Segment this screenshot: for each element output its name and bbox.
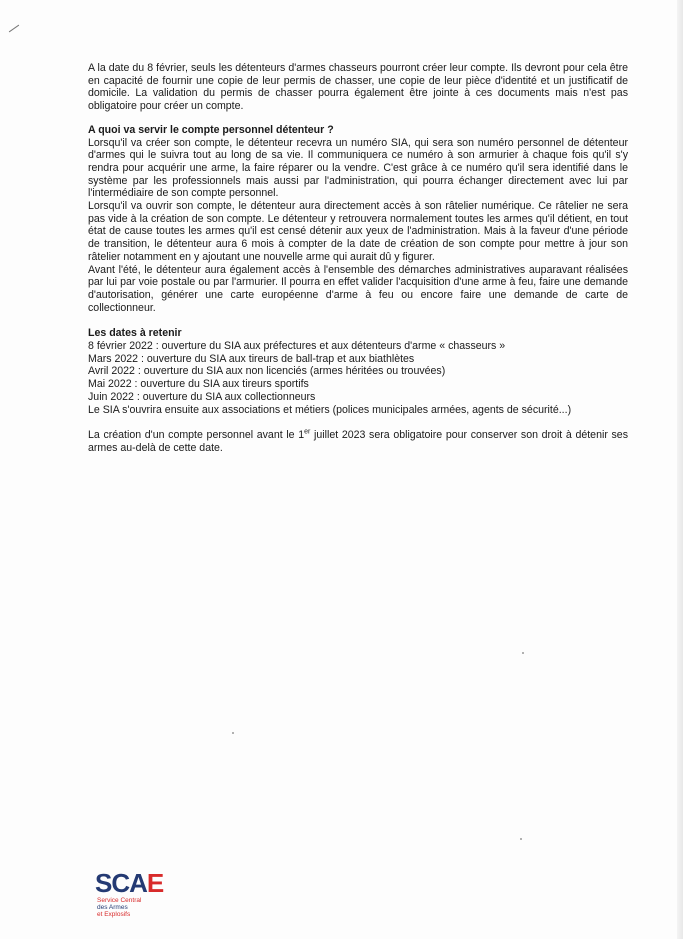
corner-mark bbox=[9, 25, 19, 33]
closing-text-end: juillet 2023 sera obligatoire pour conserver son droit à détenir ses armes au-delà de cette date. bbox=[88, 429, 628, 454]
scan-speck bbox=[232, 732, 234, 734]
section-dates bbox=[88, 327, 628, 416]
logo-subtitle bbox=[97, 897, 141, 918]
logo-line-3: et Explosifs bbox=[97, 911, 131, 918]
scan-speck bbox=[520, 838, 522, 840]
paragraph-demarches: Avant l'été, le détenteur aura également accès à l'ensemble des démarches administratives auparavant réalisées par lui par voie postale ou par l'armurier. Il pourra en effet valider l'acquisition d'une arme à feu, faire une demande d'autorisation, générer une carte européenne d'arme à feu ou encore faire une demande de carte de collectionneur. bbox=[88, 263, 628, 314]
date-item: Mai 2022 : ouverture du SIA aux tireurs sportifs bbox=[88, 378, 309, 391]
scan-edge-shadow bbox=[677, 0, 683, 939]
closing-superscript: er bbox=[304, 428, 311, 436]
logo-word-main: SCA bbox=[95, 868, 147, 898]
scae-logo bbox=[95, 870, 175, 920]
date-item: 8 février 2022 : ouverture du SIA aux préfectures et aux détenteurs d'arme « chasseurs » bbox=[88, 340, 506, 353]
paragraph-ratelier: Lorsqu'il va ouvrir son compte, le détenteur aura directement accès à son râtelier numérique. Ce râtelier ne sera pas vide à la création de son compte. Le détenteur y retrouvera normalement toutes les armes qu'il détient, en tout état de cause toutes les armes qu'il est censé détenir aux yeux de l'administration. Mais à la faveur d'une période de transition, le détenteur aura 6 mois à compter de la date de création de son compte pour mettre à jour son râtelier notamment en y ajoutant une nouvelle arme qui aurait dû y figurer. bbox=[88, 200, 628, 263]
logo-word-accent: E bbox=[146, 868, 164, 898]
date-item: Mars 2022 : ouverture du SIA aux tireurs de ball-trap et aux biathlètes bbox=[88, 352, 415, 365]
closing-paragraph bbox=[88, 429, 628, 454]
date-item: Juin 2022 : ouverture du SIA aux collectionneurs bbox=[88, 390, 316, 403]
date-item: Le SIA s'ouvrira ensuite aux associations et métiers (polices municipales armées, agents de sécurité...) bbox=[88, 403, 572, 416]
section-heading-compte: A quoi va servir le compte personnel détenteur ? bbox=[88, 123, 334, 136]
intro-paragraph: A la date du 8 février, seuls les détenteurs d'armes chasseurs pourront créer leur compte. Ils devront pour cela être en capacité de fournir une copie de leur permis de chasser, une copie de leur pièce d'identité et un justificatif de domicile. La validation du permis de chasser pourra également être jointe à ces documents mais n'est pas obligatoire pour créer un compte. bbox=[88, 62, 628, 113]
closing-text-start: La création d'un compte personnel avant le 1 bbox=[88, 429, 305, 442]
paragraph-numero-sia: Lorsqu'il va créer son compte, le détenteur recevra un numéro SIA, qui sera son numéro personnel de détenteur d'armes qui le suivra tout au long de sa vie. Il communiquera ce numéro à son armurier à chaque fois qu'il s'y rendra pour acquérir une arme, la faire réparer ou la vendre. C'est grâce à ce numéro qu'il sera identifié dans le système par les professionnels mais aussi par l'administration, qui pourra échanger directement avec lui par l'intermédiaire de son compte personnel. bbox=[88, 136, 628, 200]
logo-line-2: des Armes bbox=[97, 904, 128, 911]
section-compte-personnel bbox=[88, 124, 628, 315]
logo-line-1: Service Central bbox=[97, 897, 142, 904]
logo-wordmark bbox=[95, 870, 163, 896]
date-item: Avril 2022 : ouverture du SIA aux non licenciés (armes héritées ou trouvées) bbox=[88, 365, 446, 378]
section-heading-dates: Les dates à retenir bbox=[88, 327, 182, 340]
document-body bbox=[88, 62, 628, 455]
scan-speck bbox=[522, 652, 524, 654]
